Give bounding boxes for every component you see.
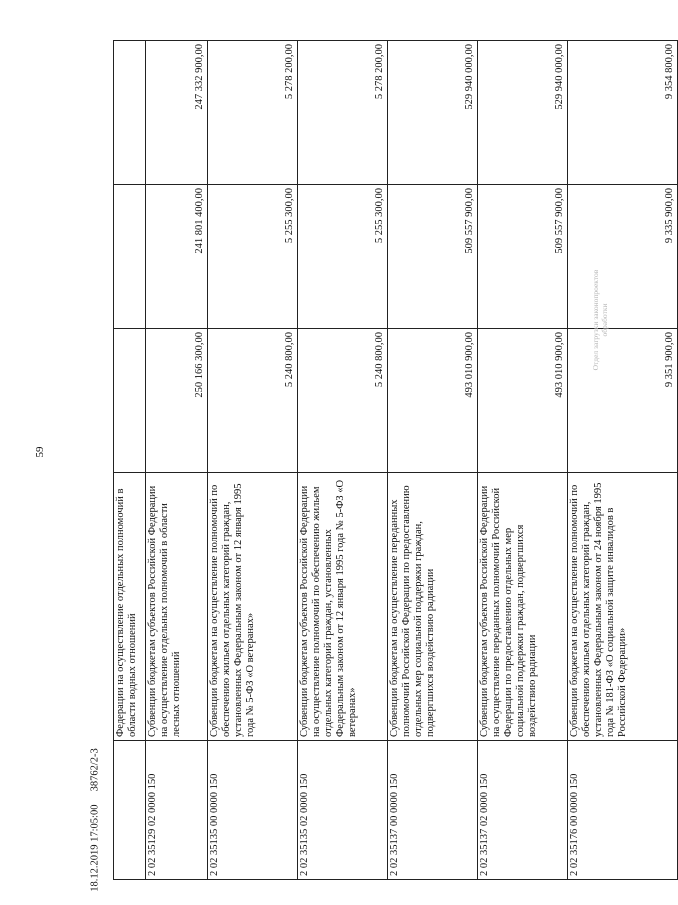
- budget-table-body: [114, 41, 678, 880]
- name-cell: Субвенции бюджетам на осуществление полномочий по обеспечению жильем отдельных категорий граждан, установленных Федеральным законом от 24 ноября 1995 года № 181-ФЗ «О социальной защите инвалидов в Российской Федерации»: [568, 473, 678, 741]
- amount-cell: 9 354 800,00: [568, 41, 678, 185]
- amount-cell: [114, 329, 146, 473]
- table-row: [388, 41, 478, 880]
- code-cell: 2 02 35176 00 0000 150: [568, 741, 678, 880]
- amount-cell: 5 255 300,00: [298, 185, 388, 329]
- amount-cell: [114, 41, 146, 185]
- amount-cell: 5 278 200,00: [298, 41, 388, 185]
- amount-cell: 509 557 900,00: [478, 185, 568, 329]
- amount-cell: 509 557 900,00: [388, 185, 478, 329]
- amount-cell: 9 351 900,00: [568, 329, 678, 473]
- name-cell: Субвенции бюджетам субъектов Российской Федерации на осуществление отдельных полномочий в области лесных отношений: [146, 473, 208, 741]
- code-cell: 2 02 35135 00 0000 150: [208, 741, 298, 880]
- amount-cell: 493 010 900,00: [388, 329, 478, 473]
- amount-cell: 241 801 400,00: [146, 185, 208, 329]
- stamp-line: Отдел загрузки законопроектов: [591, 269, 600, 371]
- table-row: [114, 41, 146, 880]
- table-row: [146, 41, 208, 880]
- amount-cell: 5 240 800,00: [298, 329, 388, 473]
- amount-cell: 5 278 200,00: [208, 41, 298, 185]
- code-cell: 2 02 35135 02 0000 150: [298, 741, 388, 880]
- amount-cell: 9 335 900,00: [568, 185, 678, 329]
- table-row: [298, 41, 388, 880]
- budget-table: [113, 40, 678, 880]
- registration-stamp: [591, 270, 609, 371]
- amount-cell: 493 010 900,00: [478, 329, 568, 473]
- name-cell: Субвенции бюджетам на осуществление полномочий по обеспечению жильем отдельных категорий граждан, установленных Федеральным законом от 12 января 1995 года № 5-ФЗ «О ветеранах»: [208, 473, 298, 741]
- code-cell: 2 02 35129 02 0000 150: [146, 741, 208, 880]
- name-cell: Субвенции бюджетам субъектов Российской Федерации на осуществление полномочий по обеспечению жильем отдельных категорий граждан, установленных Федеральным законом от 12 января 1995 года № 5-ФЗ «О ветеранах»: [298, 473, 388, 741]
- amount-cell: 250 166 300,00: [146, 329, 208, 473]
- name-cell: Субвенции бюджетам субъектов Российской Федерации на осуществление переданных полномочий Российской Федерации по предоставлению отдельных мер социальной поддержки граждан, подвергшихся воздействию радиации: [478, 473, 568, 741]
- footer: [90, 748, 101, 892]
- footer-timestamp: 18.12.2019 17:05:00: [89, 804, 101, 892]
- amount-cell: 5 255 300,00: [208, 185, 298, 329]
- stamp-line: обработки: [600, 303, 609, 337]
- name-cell: Федерации на осуществление отдельных полномочий в области водных отношений: [114, 473, 146, 741]
- amount-cell: [114, 185, 146, 329]
- page-number: 59: [34, 446, 46, 458]
- code-cell: [114, 741, 146, 880]
- table-row: [568, 41, 678, 880]
- footer-doc-id: 38762/2-3: [89, 748, 101, 792]
- table-row: [208, 41, 298, 880]
- name-cell: Субвенции бюджетам на осуществление переданных полномочий Российской Федерации по предоставлению отдельных мер социальной поддержки граждан, подвергшихся воздействию радиации: [388, 473, 478, 741]
- code-cell: 2 02 35137 00 0000 150: [388, 741, 478, 880]
- code-cell: 2 02 35137 02 0000 150: [478, 741, 568, 880]
- table-row: [478, 41, 568, 880]
- amount-cell: 247 332 900,00: [146, 41, 208, 185]
- amount-cell: 529 940 000,00: [388, 41, 478, 185]
- amount-cell: 5 240 800,00: [208, 329, 298, 473]
- amount-cell: 529 940 000,00: [478, 41, 568, 185]
